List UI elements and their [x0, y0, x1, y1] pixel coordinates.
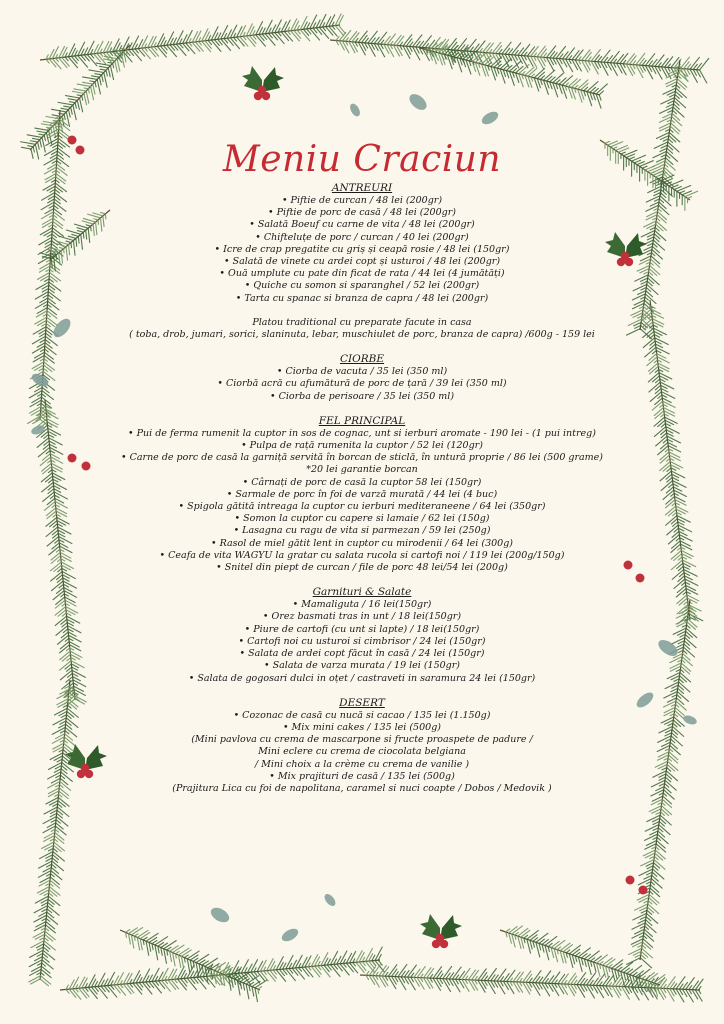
- menu-item: • Pui de ferma rumenit la cuptor in sos de cognac, unt si ierburi aromate - 190 lei - (1 pui intreg): [128, 427, 596, 439]
- berry-icon: [76, 146, 85, 155]
- menu-item: • Ciorba de vacuta / 35 lei (350 ml): [276, 366, 448, 378]
- berry-icon: [636, 574, 645, 583]
- pine-branch: [627, 600, 699, 968]
- berry-icon: [639, 886, 648, 895]
- pine-branch: [29, 680, 79, 986]
- section-garnituri: [120, 586, 604, 684]
- section-antreuri: [120, 182, 604, 341]
- menu-item: • Carne de porc de casă la garniță servită în borcan de sticlă, în untură proprie / 86 lei (500 grame): [120, 452, 604, 464]
- berry-icon: [621, 252, 629, 260]
- menu-item: • Rasol de miel gătit lent in cuptor cu mirodenii / 64 lei (300g): [211, 537, 513, 549]
- pine-branch: [600, 140, 698, 210]
- menu-item: • Salata de ardei copt făcut în casă / 24 lei (150gr): [239, 648, 485, 660]
- section-title-ciorbe: CIORBE: [339, 353, 385, 366]
- menu-item: • Ceafa de vita WAGYU la gratar cu salata rucola si cartofi noi / 119 lei (200g/150g): [159, 549, 565, 561]
- menu-item: • Chifteluțe de porc / curcan / 40 lei (200gr): [255, 231, 469, 243]
- menu-item: • Salată de vinete cu ardei copt și usturoi / 48 lei (200gr): [223, 256, 501, 268]
- section-title-garnituri: Garnituri & Salate: [312, 586, 412, 599]
- menu-item: • Snitel din piept de curcan / file de porc 48 lei/54 lei (200g): [216, 562, 508, 574]
- menu-item-detail: Mini eclere cu crema de ciocolata belgiana: [258, 746, 466, 758]
- jar-deposit-note: *20 lei garantie borcan: [306, 464, 418, 476]
- section-title-antreuri: ANTREURI: [331, 182, 393, 194]
- menu-item: • Piure de cartofi (cu unt si lapte) / 18 lei(150gr): [244, 623, 480, 635]
- eucalyptus-leaf-icon: [634, 690, 656, 711]
- section-ciorbe: [120, 353, 604, 403]
- platter-title: Platou traditional cu preparate facute in casa: [252, 316, 472, 328]
- berry-icon: [81, 764, 89, 772]
- menu-item: • Tarta cu spanac si branza de capra / 48 lei (200gr): [235, 292, 489, 304]
- eucalyptus-leaf-icon: [480, 109, 501, 127]
- menu-item: • Pulpa de rață rumenita la cuptor / 52 lei (120gr): [241, 440, 483, 452]
- berry-icon: [436, 934, 444, 942]
- menu-item: • Cozonac de casă cu nucă si cacao / 135 lei (1.150g): [233, 709, 491, 721]
- menu-title: Meniu Craciun: [222, 139, 502, 180]
- section-title-desert: DESERT: [339, 696, 385, 709]
- eucalyptus-leaf-icon: [208, 905, 231, 925]
- menu-item: • Cârnați de porc de casă la cuptor 58 lei (150gr): [242, 476, 482, 488]
- menu-item: • Lasagna cu ragu de vita si parmezan / 59 lei (250g): [233, 525, 491, 537]
- menu-item: • Mamaliguta / 16 lei(150gr): [292, 599, 432, 611]
- menu-item: • Spigola gătită intreaga la cuptor cu ierburi mediteraneene / 64 lei (350gr): [178, 501, 546, 513]
- menu-item: • Ouă umplute cu pate din ficat de rata / 44 lei (4 jumătăți): [219, 268, 505, 280]
- berry-icon: [258, 86, 266, 94]
- menu-item: • Cartofi noi cu usturoi si cimbrisor / 24 lei (150gr): [238, 635, 486, 647]
- section-fel-principal: [120, 415, 604, 574]
- menu-item: • Ciorbă acră cu afumătură de porc de țară / 39 lei (350 ml): [217, 378, 507, 390]
- pine-branch: [40, 14, 345, 69]
- menu-item: • Salata de varza murata / 19 lei (150gr): [263, 660, 461, 672]
- eucalyptus-leaf-icon: [406, 91, 429, 113]
- menu-item: • Quiche cu somon si sparanghel / 52 lei (200gr): [244, 280, 480, 292]
- menu-item: • Piftie de porc de casă / 48 lei (200gr): [268, 207, 456, 219]
- menu-item: • Mix mini cakes / 135 lei (500g): [283, 721, 441, 733]
- menu-item: • Salata de gogosari dulci in oțet / castraveti in saramura 24 lei (150gr): [188, 672, 536, 684]
- section-desert: [120, 697, 604, 795]
- menu-item: • Mix prajituri de casă / 135 lei (500g): [269, 770, 455, 782]
- berry-icon: [626, 876, 635, 885]
- menu-item: • Ciorba de perisoare / 35 lei (350 ml): [269, 390, 455, 402]
- eucalyptus-leaf-icon: [348, 102, 362, 118]
- menu-item: • Sarmale de porc în foi de varză murată / 44 lei (4 buc): [226, 488, 498, 500]
- eucalyptus-leaf-icon: [280, 926, 301, 944]
- section-title-fel-principal: FEL PRINCIPAL: [318, 414, 406, 427]
- pine-branch: [627, 60, 689, 339]
- platter-description: ( toba, drob, jumari, sorici, slaninuta, lebar, muschiulet de porc, branza de capra) /600g - 159 lei: [129, 329, 595, 341]
- menu-item: • Salată Boeuf cu carne de vita / 48 lei (200gr): [249, 219, 475, 231]
- menu-item-detail: / Mini choix a la crème cu crema de vanilie ): [254, 758, 470, 770]
- menu-item: • Icre de crap pregatite cu griș și ceapă rosie / 48 lei (150gr): [214, 243, 510, 255]
- menu-item: • Somon la cuptor cu capere si lamaie / 62 lei (150g): [234, 513, 490, 525]
- menu-item-detail: (Mini pavlova cu crema de mascarpone si fructe proaspete de padure /: [191, 734, 533, 746]
- menu-content: [120, 140, 604, 795]
- menu-item: • Piftie de curcan / 48 lei (200gr): [281, 195, 443, 206]
- menu-item: • Orez basmati tras in unt / 18 lei(150gr): [262, 611, 462, 623]
- eucalyptus-leaf-icon: [322, 892, 337, 908]
- berry-icon: [68, 136, 77, 145]
- menu-item-detail: (Prajitura Lica cu foi de napolitana, caramel si nuci coapte / Dobos / Medovik ): [172, 782, 552, 794]
